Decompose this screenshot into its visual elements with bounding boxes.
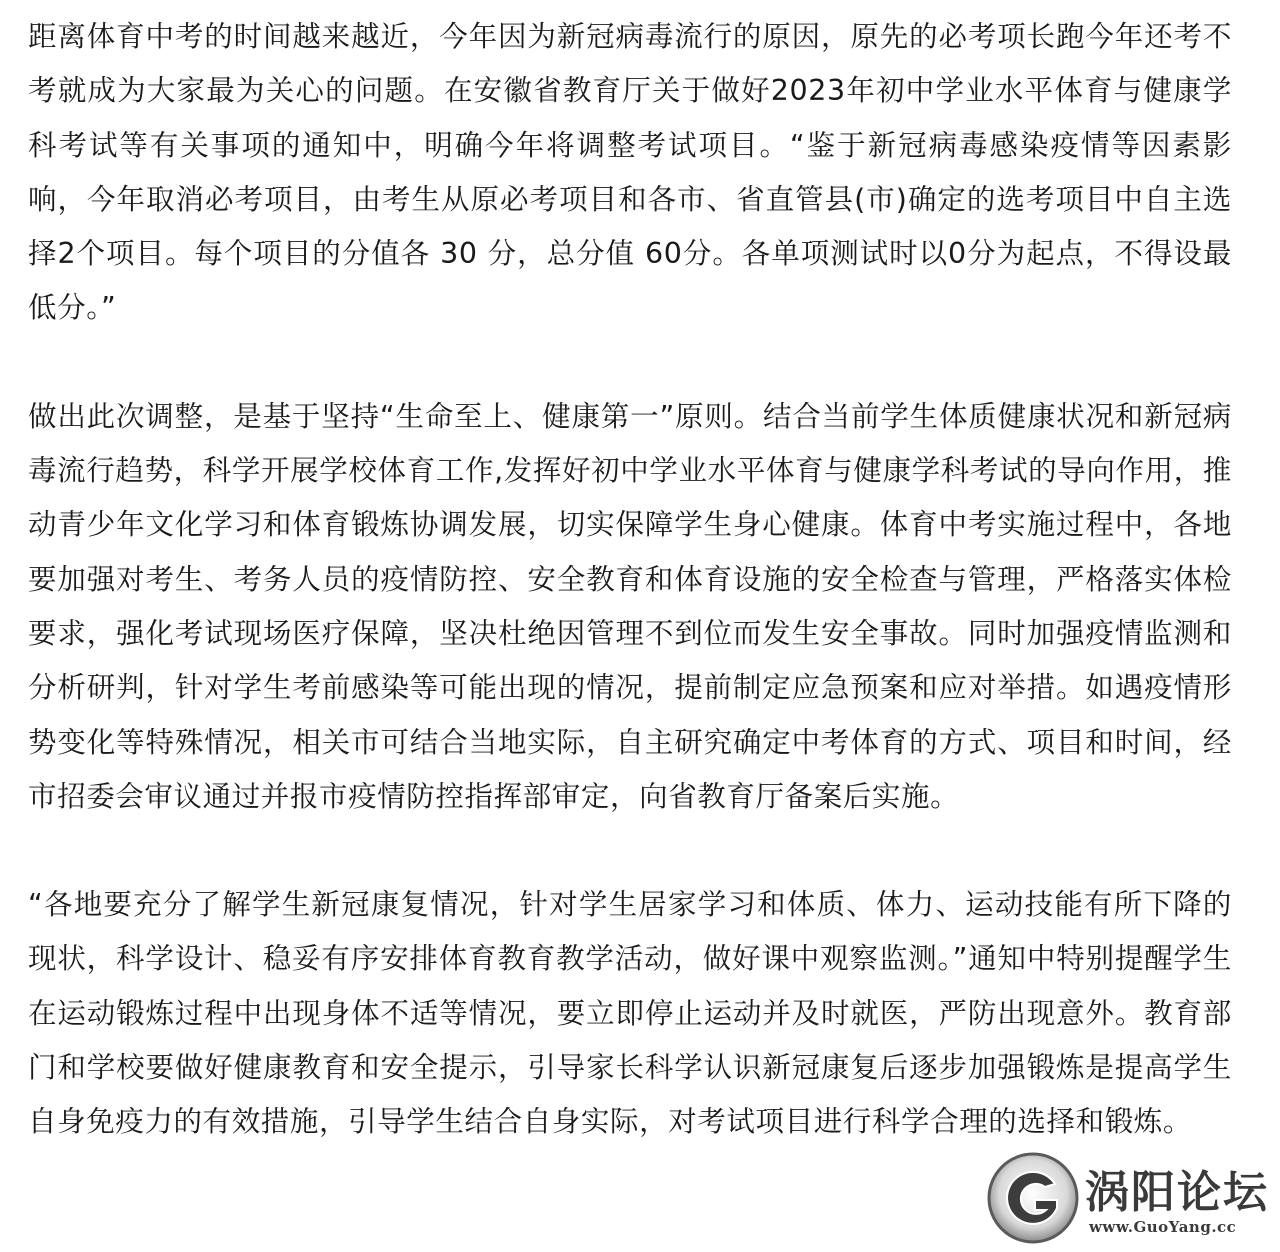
- paragraph-2: 做出此次调整，是基于坚持“生命至上、健康第一”原则。结合当前学生体质健康状况和新冠病毒流行趋势，科学开展学校体育工作,发挥好初中学业水平体育与健康学科考试的导向作用，推动青少年文化学习和体育锻炼协调发展，切实保障学生身心健康。体育中考实施过程中，各地要加强对考生、考务人员的疫情防控、安全教育和体育设施的安全检查与管理，严格落实体检要求，强化考试现场医疗保障，坚决杜绝因管理不到位而发生安全事故。同时加强疫情监测和分析研判，针对学生考前感染等可能出现的情况，提前制定应急预案和应对举措。如遇疫情形势变化等特殊情况，相关市可结合当地实际，自主研究确定中考体育的方式、项目和时间，经市招委会审议通过并报市疫情防控指挥部审定，向省教育厅备案后实施。: [28, 399, 1232, 813]
- forum-g-logo-icon: [985, 1150, 1081, 1246]
- site-watermark: [985, 1150, 1275, 1250]
- paragraph-1: 距离体育中考的时间越来越近，今年因为新冠病毒流行的原因，原先的必考项长跑今年还考不考就成为大家最为关心的问题。在安徽省教育厅关于做好2023年初中学业水平体育与健康学科考试等有关事项的通知中，明确今年将调整考试项目。“鉴于新冠病毒感染疫情等因素影响，今年取消必考项目，由考生从原必考项目和各市、省直管县(市)确定的选考项目中自主选择2个项目。每个项目的分值各 30 分，总分值 60分。各单项测试时以0分为起点，不得设最低分。”: [28, 20, 1232, 325]
- paragraph-3: “各地要充分了解学生新冠康复情况，针对学生居家学习和体质、体力、运动技能有所下降的现状，科学设计、稳妥有序安排体育教育教学活动，做好课中观察监测。”通知中特别提醒学生在运动锻炼过程中出现身体不适等情况，要立即停止运动并及时就医，严防出现意外。教育部门和学校要做好健康教育和安全提示，引导家长科学认识新冠康复后逐步加强锻炼是提高学生自身免疫力的有效措施，引导学生结合自身实际，对考试项目进行科学合理的选择和锻炼。: [28, 888, 1232, 1139]
- article-body: [28, 10, 1232, 1150]
- watermark-url: www.GuoYang.cc: [1089, 1218, 1237, 1236]
- watermark-name: 涡阳论坛: [1085, 1167, 1269, 1218]
